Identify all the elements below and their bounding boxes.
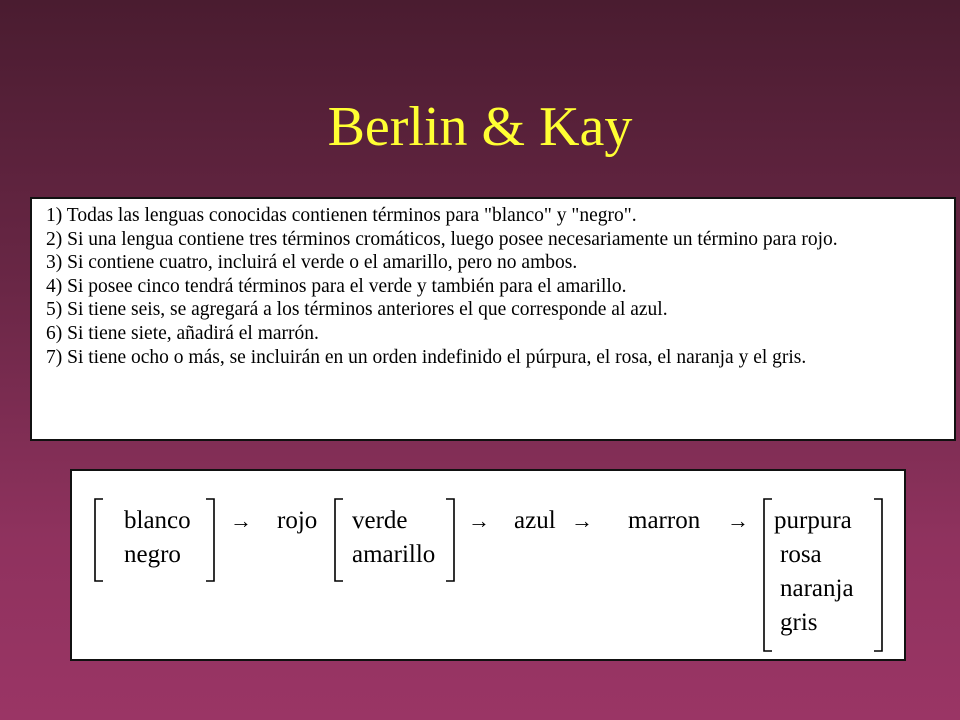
term-verde: verde bbox=[352, 507, 408, 534]
rule-item-1: 1) Todas las lenguas conocidas contienen términos para "blanco" y "negro". bbox=[46, 205, 637, 226]
arrow-4: → bbox=[727, 508, 749, 533]
rule-item-3: 3) Si contiene cuatro, incluirá el verde o el amarillo, pero no ambos. bbox=[46, 252, 578, 274]
term-amarillo: amarillo bbox=[352, 541, 436, 568]
color-hierarchy-diagram bbox=[70, 469, 906, 661]
term-blanco: blanco bbox=[124, 507, 191, 534]
term-naranja: naranja bbox=[780, 575, 854, 602]
left-bracket-group-1 bbox=[95, 499, 103, 581]
rule-item-4: 4) Si posee cinco tendrá términos para el verde y también para el amarillo. bbox=[46, 275, 627, 297]
arrow-3: → bbox=[571, 508, 593, 533]
right-bracket-group-3 bbox=[446, 499, 454, 581]
term-azul: azul bbox=[514, 507, 556, 534]
term-rosa: rosa bbox=[780, 541, 822, 568]
right-bracket-group-1 bbox=[206, 499, 214, 581]
left-bracket-group-6 bbox=[764, 499, 772, 651]
term-marron: marron bbox=[628, 507, 701, 534]
rule-item-7: 7) Si tiene ocho o más, se incluirán en un orden indefinido el púrpura, el rosa, el naranja y el gris. bbox=[46, 346, 807, 368]
rule-item-5: 5) Si tiene seis, se agregará a los términos anteriores el que corresponde al azul. bbox=[46, 299, 668, 321]
rule-item-6: 6) Si tiene siete, añadirá el marrón. bbox=[46, 322, 319, 344]
left-bracket-group-3 bbox=[335, 499, 343, 581]
arrow-2: → bbox=[468, 508, 490, 533]
rules-list bbox=[46, 204, 940, 369]
rule-item-2: 2) Si una lengua contiene tres términos cromáticos, luego posee necesariamente un término para rojo. bbox=[46, 228, 838, 250]
right-bracket-group-6 bbox=[874, 499, 882, 651]
term-rojo: rojo bbox=[277, 507, 318, 534]
rules-box bbox=[30, 197, 956, 441]
term-negro: negro bbox=[124, 541, 181, 568]
slide-title: Berlin & Kay bbox=[327, 96, 633, 158]
term-purpura: purpura bbox=[774, 507, 852, 534]
term-gris: gris bbox=[780, 609, 818, 636]
arrow-1: → bbox=[230, 508, 252, 533]
